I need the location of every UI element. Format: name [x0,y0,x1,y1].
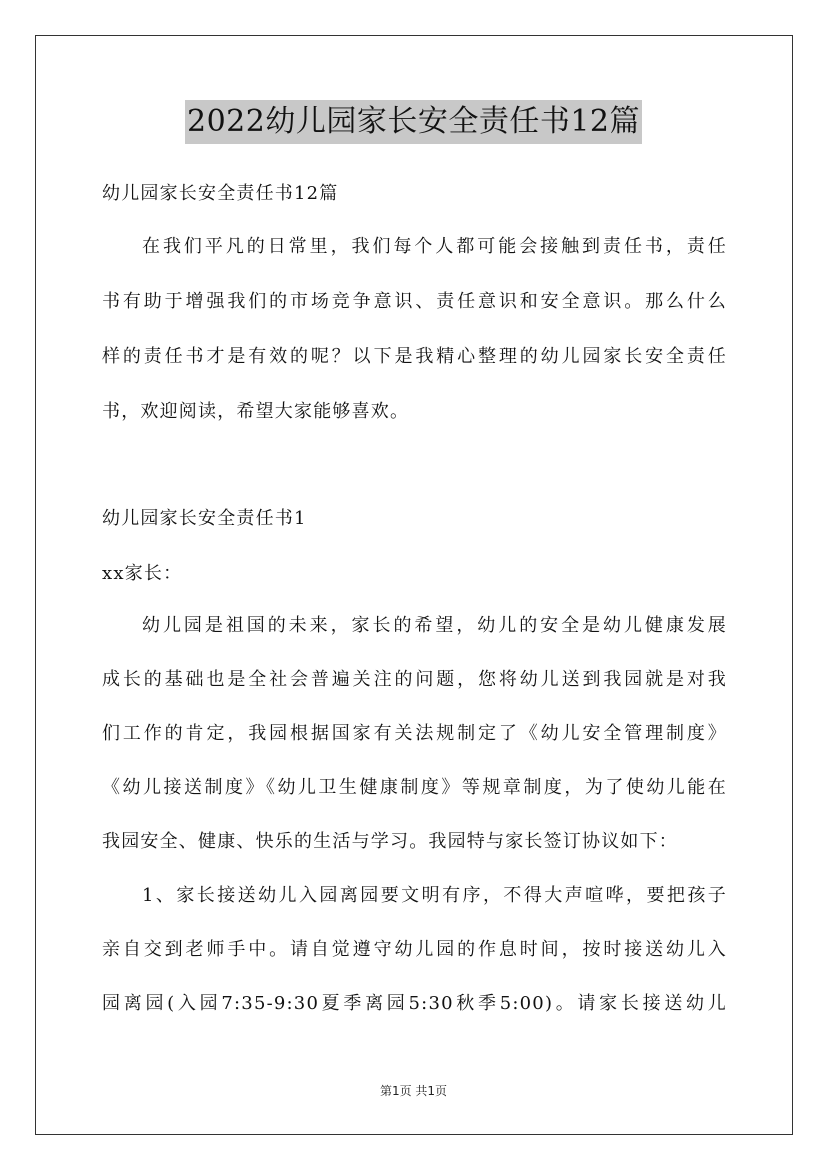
intro-line: 书有助于增强我们的市场竞争意识、责任意识和安全意识。那么什么 [102,291,727,312]
body-line: 成长的基础也是全社会普遍关注的问题，您将幼儿送到我园就是对我 [102,669,727,690]
intro-line: 样的责任书才是有效的呢？以下是我精心整理的幼儿园家长安全责任 [102,346,727,367]
item-line: 亲自交到老师手中。请自觉遵守幼儿园的作息时间，按时接送幼儿入 [102,939,727,960]
item-paragraph [102,877,727,1039]
title-container [0,100,827,144]
salutation-block [102,555,727,593]
intro-line: 在我们平凡的日常里，我们每个人都可能会接触到责任书，责任 [142,236,727,257]
body-line: 幼儿园是祖国的未来，家长的希望，幼儿的安全是幼儿健康发展 [142,615,727,636]
section-heading-block [102,500,727,538]
item-line: 1、家长接送幼儿入园离园要文明有序，不得大声喧哗，要把孩子 [142,885,727,906]
subtitle-block [102,175,727,213]
body-line: 我园安全、健康、快乐的生活与学习。我园特与家长签订协议如下： [102,831,678,852]
item-line: 园离园(入园7:35-9:30夏季离园5:30秋季5:00)。请家长接送幼儿 [102,993,727,1014]
page-footer [0,1082,827,1099]
page-number: 第1页 共1页 [379,1084,448,1098]
salutation: xx家长： [102,563,183,584]
section-heading: 幼儿园家长安全责任书1 [102,508,307,529]
body-line: 们工作的肯定，我园根据国家有关法规制定了《幼儿安全管理制度》 [102,723,727,744]
intro-line: 书，欢迎阅读，希望大家能够喜欢。 [102,401,410,422]
body-paragraph [102,607,727,877]
document-title: 2022幼儿园家长安全责任书12篇 [185,100,642,144]
document-subtitle: 幼儿园家长安全责任书12篇 [102,183,339,204]
body-line: 《幼儿接送制度》《幼儿卫生健康制度》等规章制度，为了使幼儿能在 [102,777,727,798]
intro-paragraph [102,228,727,448]
